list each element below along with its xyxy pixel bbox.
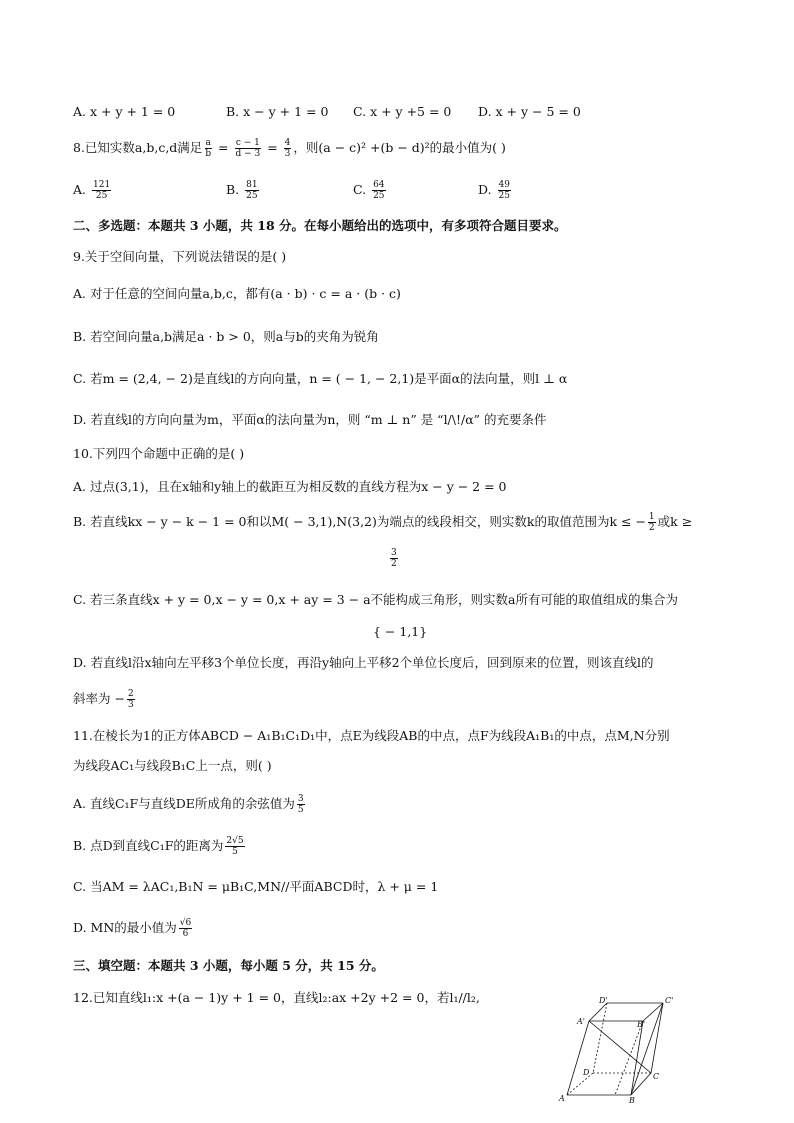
cube-figure	[555, 995, 680, 1105]
q12-stem: 12.已知直线l₁:x +(a − 1)y + 1 = 0，直线l₂:ax +2y +2 = 0，若l₁//l₂,	[73, 990, 480, 1005]
label-c: C	[653, 1072, 660, 1081]
q10-option-d-line1: D. 若直线l沿x轴向左平移3个单位长度，再沿y轴向上平移2个单位长度后，回到原来的位置，则该直线l的	[73, 655, 654, 670]
option-frac	[92, 180, 111, 201]
q10-b-frac-three-halves	[390, 548, 398, 569]
q10-b-text-after: 或k ≥	[657, 514, 693, 529]
option-frac	[498, 180, 511, 201]
frac-den: b	[205, 149, 212, 159]
q8-option-a	[73, 180, 113, 201]
option-label: C.	[353, 182, 367, 197]
frac-den: d − 3	[235, 149, 261, 159]
frac-num: 3	[297, 794, 304, 804]
label-d-prime: D'	[599, 996, 608, 1005]
frac-den: 25	[95, 191, 108, 201]
section-2-heading: 二、多选题：本题共 3 小题，共 18 分。在每小题给出的选项中，有多项符合题目要求。	[73, 218, 567, 233]
q10-option-c-line1: C. 若三条直线x + y = 0,x − y = 0,x + ay = 3 − a不能构成三角形，则实数a所有可能的取值组成的集合为	[73, 592, 679, 607]
q7-option-d: D. x + y − 5 = 0	[478, 104, 581, 119]
q10-stem: 10.下列四个命题中正确的是( )	[73, 446, 245, 461]
q8-eq1: =	[214, 140, 233, 155]
q11-stem-line1: 11.在棱长为1的正方体ABCD − A₁B₁C₁D₁中，点E为线段AB的中点，点F为线段A₁B₁的中点，点M,N分别	[73, 728, 670, 743]
q8-stem-before: 8.已知实数a,b,c,d满足	[73, 140, 203, 155]
frac-num: 64	[373, 180, 385, 190]
frac-den: 6	[182, 929, 189, 939]
frac-den: 2	[391, 559, 397, 569]
q8-option-b	[226, 180, 261, 201]
label-b: B	[629, 1096, 635, 1105]
frac-den: 5	[232, 847, 238, 857]
q8-stem-after: ，则(a − c)² +(b − d)²的最小值为( )	[293, 140, 506, 155]
option-label: A.	[73, 182, 87, 197]
frac-num: 81	[246, 180, 258, 190]
q11-d-frac	[179, 918, 192, 939]
frac-num: 2√5	[226, 836, 244, 846]
frac-den: 3	[127, 700, 134, 710]
q10-option-b-line2	[388, 548, 400, 569]
q10-option-c-line2: { − 1,1}	[373, 624, 428, 639]
frac-num: 49	[498, 180, 510, 190]
label-c-prime: C'	[665, 996, 674, 1005]
label-d: D	[583, 1068, 590, 1077]
q10-b-frac-half	[648, 512, 656, 533]
option-label: D.	[478, 182, 492, 197]
q8-stem	[73, 138, 506, 159]
frac-den: 25	[498, 191, 510, 201]
frac-num: 2	[127, 689, 134, 699]
q9-option-c: C. 若m = (2,4, − 2)是直线l的方向向量，n = ( − 1, − 2,1)是平面α的法向量，则l ⊥ α	[73, 371, 568, 386]
q9-option-a: A. 对于任意的空间向量a,b,c，都有(a · b) · c = a · (b · c)	[73, 286, 401, 301]
frac-num: 4	[284, 138, 291, 148]
q10-d-text: 斜率为 −	[73, 691, 125, 706]
q8-frac-c-d	[235, 138, 262, 159]
frac-den: 3	[284, 149, 291, 159]
q11-option-b	[73, 836, 247, 857]
q11-option-a	[73, 794, 307, 815]
q10-option-d-line2	[73, 689, 137, 710]
q11-option-d	[73, 918, 194, 939]
label-a: A	[559, 1094, 565, 1103]
frac-num: √6	[179, 918, 192, 928]
frac-num: 3	[391, 548, 397, 558]
q9-stem: 9.关于空间向量，下列说法错误的是( )	[73, 249, 287, 264]
q7-option-a: A. x + y + 1 = 0	[73, 104, 176, 119]
q10-option-b-line1	[73, 512, 692, 533]
q10-d-frac	[127, 689, 135, 710]
option-label: B.	[226, 182, 240, 197]
frac-num: 121	[93, 180, 111, 190]
frac-num: a	[205, 138, 211, 148]
frac-num: 1	[648, 512, 655, 522]
q11-a-text: A. 直线C₁F与直线DE所成角的余弦值为	[73, 796, 295, 811]
q11-a-frac	[297, 794, 305, 815]
q8-eq2: =	[263, 140, 282, 155]
q10-option-a: A. 过点(3,1)，且在x轴和y轴上的截距互为相反数的直线方程为x − y − 2 = 0	[73, 479, 507, 494]
q11-d-text: D. MN的最小值为	[73, 920, 177, 935]
q10-b-text: B. 若直线kx − y − k − 1 = 0和以M( − 3,1),N(3,2)为端点的线段相交，则实数k的取值范围为k ≤ −	[73, 514, 646, 529]
q11-stem-line2: 为线段AC₁与线段B₁C上一点，则( )	[73, 758, 272, 773]
q9-option-d: D. 若直线l的方向向量为m，平面α的法向量为n，则 “m ⊥ n” 是 “l/\!/α” 的充要条件	[73, 412, 547, 427]
q8-frac-a-b	[204, 138, 212, 159]
frac-num: c − 1	[235, 138, 260, 148]
frac-den: 5	[297, 805, 304, 815]
frac-den: 2	[648, 523, 655, 533]
q8-frac-4-3	[284, 138, 292, 159]
q11-b-frac	[225, 836, 244, 857]
q9-option-b: B. 若空间向量a,b满足a · b > 0，则a与b的夹角为锐角	[73, 329, 379, 344]
option-frac	[245, 180, 258, 201]
section-3-heading: 三、填空题：本题共 3 小题，每小题 5 分，共 15 分。	[73, 958, 384, 973]
q7-option-c: C. x + y +5 = 0	[353, 104, 452, 119]
q11-option-c: C. 当AM = λAC₁,B₁N = μB₁C,MN//平面ABCD时，λ + μ = 1	[73, 879, 439, 894]
frac-den: 25	[246, 191, 258, 201]
q8-option-c	[353, 180, 388, 201]
label-b-prime: B'	[637, 1020, 646, 1029]
frac-den: 25	[373, 191, 385, 201]
q7-option-b: B. x − y + 1 = 0	[226, 104, 329, 119]
q8-option-d	[478, 180, 513, 201]
label-a-prime: A'	[577, 1017, 585, 1026]
option-frac	[372, 180, 385, 201]
q11-b-text: B. 点D到直线C₁F的距离为	[73, 838, 224, 853]
